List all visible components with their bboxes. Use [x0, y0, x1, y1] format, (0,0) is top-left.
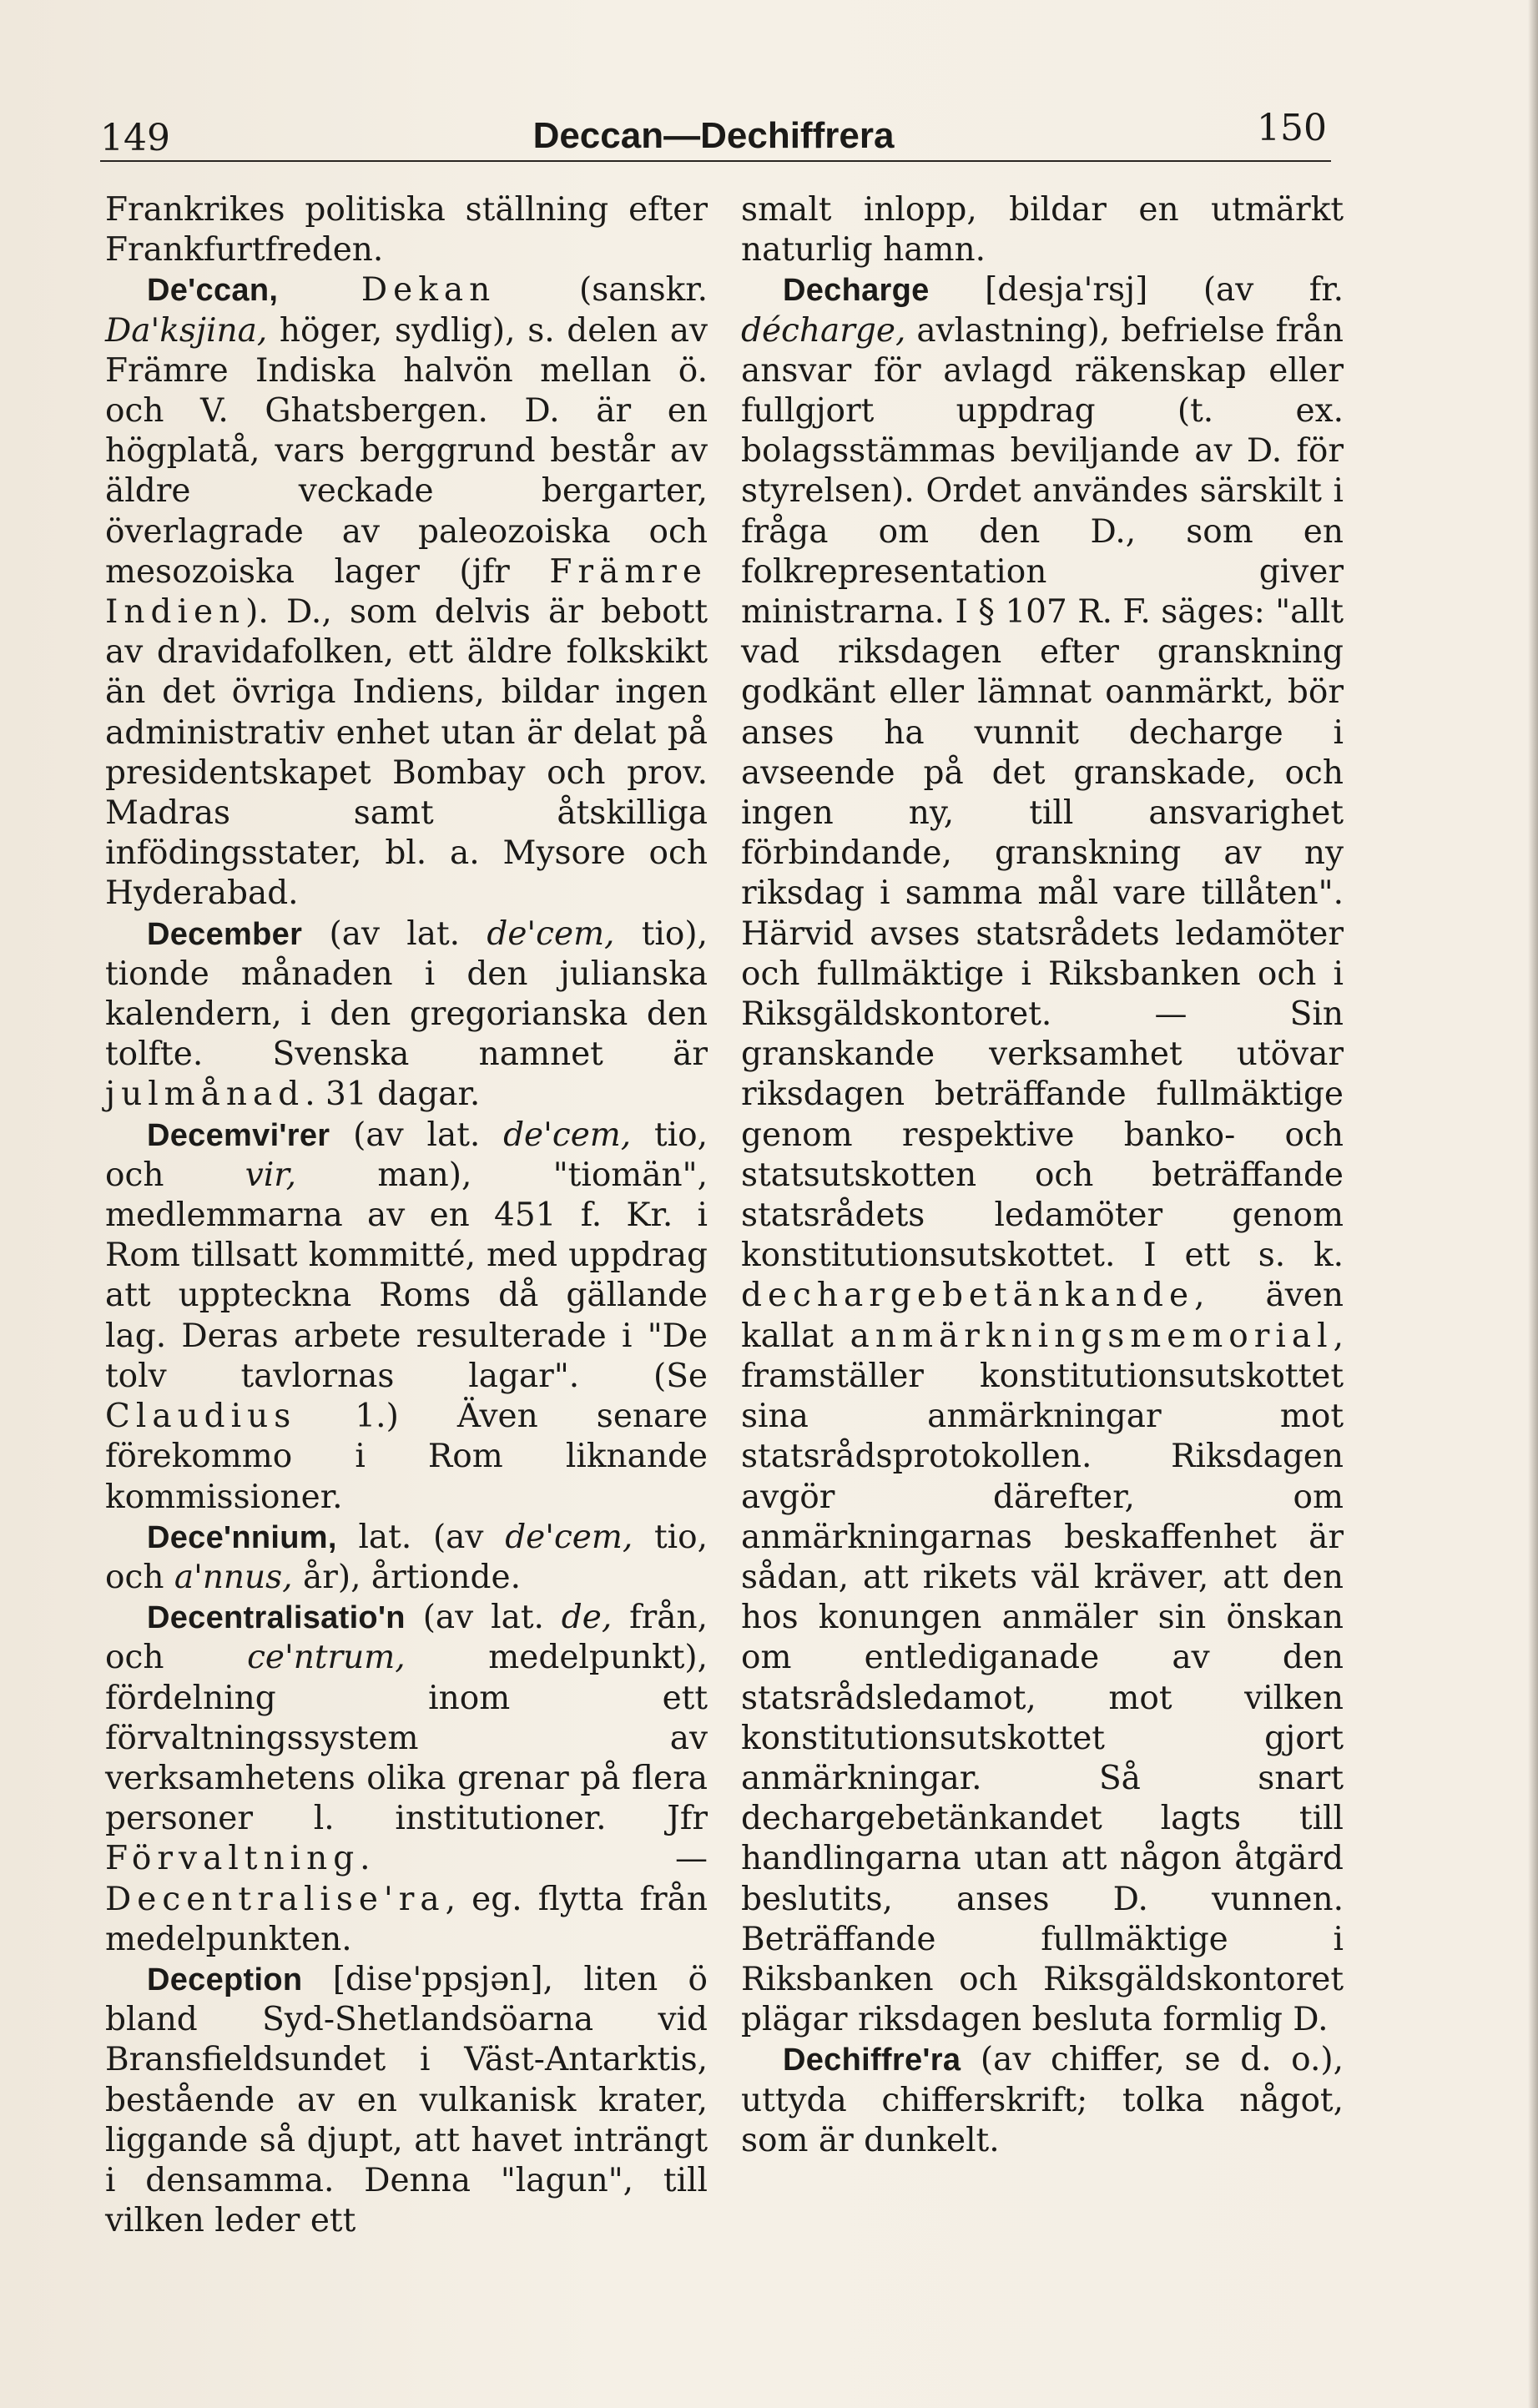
spaced-term: julmånad [105, 1076, 305, 1114]
entry-continuation: Frankrikes politiska ställning efter Frankfurtfreden. [105, 191, 708, 270]
header-rule [100, 160, 1331, 162]
right-column [741, 190, 1344, 2161]
entry-decennium: Dece'nnium, lat. (av de'cem, tio, och a'nnus, år), årtionde. [105, 1518, 708, 1596]
entry-continuation: smalt inlopp, bildar en utmärkt naturlig hamn. [741, 191, 1344, 270]
spaced-term: Decentralise'ra [105, 1880, 446, 1918]
spaced-term: dechargebetänkande [741, 1277, 1195, 1315]
entry-decemvirer: Decemvi'rer (av lat. de'cem, tio, och vir, man), "tiomän", medlemmarna av en 451 f. Kr. i Rom tillsatt kommitté, med uppdrag att uppteckna Roms då gällande lag. Deras arbete resulterade i "De tolv tavlornas lagar". (Se Claudius 1.) Även senare förekommo i Rom liknande kommissioner. [105, 1116, 708, 1516]
page-number-right: 150 [1257, 107, 1327, 149]
entry-dechiffrera: Dechiffre'ra (av chiffer, se d. o.), uttyda chifferskrift; tolka något, som är dunkelt. [741, 2041, 1344, 2159]
spaced-term: Förvaltning [105, 1840, 361, 1878]
entry-deccan: De'ccan, Dekan (sanskr. Da'ksjina, höger, sydlig), s. delen av Främre Indiska halvön mellan ö. och V. Ghatsbergen. D. är en högplatå, vars berggrund består av äldre veckade bergarter, överlagrade av paleozoiska och mesozoiska lager (jfr Främre Indien). D., som delvis är bebott av dravidafolken, ett äldre folkskikt än det övriga Indiens, bildar ingen administrativ enhet utan är delat på presidentskapet Bombay och prov. Madras samt åtskilliga infödingsstater, bl. a. Mysore och Hyderabad. [105, 271, 708, 913]
running-head: Deccan—Dechiffrera [532, 115, 895, 156]
headword: Decharge [783, 273, 930, 309]
spaced-term: anmärkningsmemorial [850, 1317, 1334, 1355]
spaced-term: Claudius [105, 1398, 297, 1436]
headword: Decentralisatio'n [147, 1600, 406, 1636]
entry-deception: Deception [dise'ppsjən], liten ö bland Syd-Shetlandsöarna vid Bransfieldsundet i Väst-Antarktis, bestående av en vulkanisk krater, liggande så djupt, att havet inträngt i densamma. Denna "lagun", till vilken leder ett [105, 1960, 708, 2240]
entry-decentralisation: Decentralisatio'n (av lat. de, från, och ce'ntrum, medelpunkt), fördelning inom ett förvaltningssystem av verksamhetens olika grenar på flera personer l. institutioner. Jfr Förvaltning. — Decentralise'ra, eg. flytta från medelpunkten. [105, 1599, 708, 1958]
spaced-term: Främre Indien [105, 552, 708, 632]
entry-december: December (av lat. de'cem, tio), tionde månaden i den julianska kalendern, i den gregorianska den tolfte. Svenska namnet är julmånad. 31 dagar. [105, 914, 708, 1114]
page-number-left: 149 [100, 117, 170, 159]
left-column [105, 190, 708, 2241]
headword: December [147, 916, 303, 952]
spaced-term: Dekan [361, 271, 497, 310]
entry-decharge: Decharge [desja'rsj] (av fr. décharge, avlastning), befrielse från ansvar för avlagd räkenskap eller fullgjort uppdrag (t. ex. bolagsstämmas beviljande av D. för styrelsen). Ordet användes särskilt i fråga om den D., som en folkrepresentation giver ministrarna. I § 107 R. F. säges: "allt vad riksdagen efter granskning godkänt eller lämnat oanmärkt, bör anses ha vunnit decharge i avseende på det granskade, och ingen ny, till ansvarighet förbindande, granskning av ny riksdag i samma mål vare tillåten". Härvid avses statsrådets ledamöter och fullmäktige i Riksbanken och i Riksgäldskontoret. — Sin granskande verksamhet utövar riksdagen beträffande fullmäktige genom respektive banko- och statsutskotten och beträffande statsrådets ledamöter genom konstitutionsutskottet. I ett s. k. dechargebetänkande, även kallat anmärkningsmemorial, framställer konstitutionsutskottet sina anmärkningar mot statsrådsprotokollen. Riksdagen avgör därefter, om anmärkningarnas beskaffenhet är sådan, att rikets väl kräver, att den hos konungen anmäler sin önskan om entlediganade av den statsrådsledamot, mot vilken konstitutionsutskottet gjort anmärkningar. Så snart dechargebetänkandet lagts till handlingarna utan att någon åtgärd beslutits, anses D. vunnen. Beträffande fullmäktige i Riksbanken och Riksgäldskontoret plägar riksdagen besluta formlig D. [741, 271, 1344, 2039]
page-header [100, 100, 1327, 167]
headword: De'ccan, [147, 273, 279, 309]
headword: Dechiffre'ra [783, 2043, 961, 2078]
headword: Decemvi'rer [147, 1117, 330, 1153]
headword: Deception [147, 1962, 303, 1997]
page-edge-shadow [1528, 0, 1538, 2408]
headword: Dece'nnium, [147, 1519, 337, 1555]
